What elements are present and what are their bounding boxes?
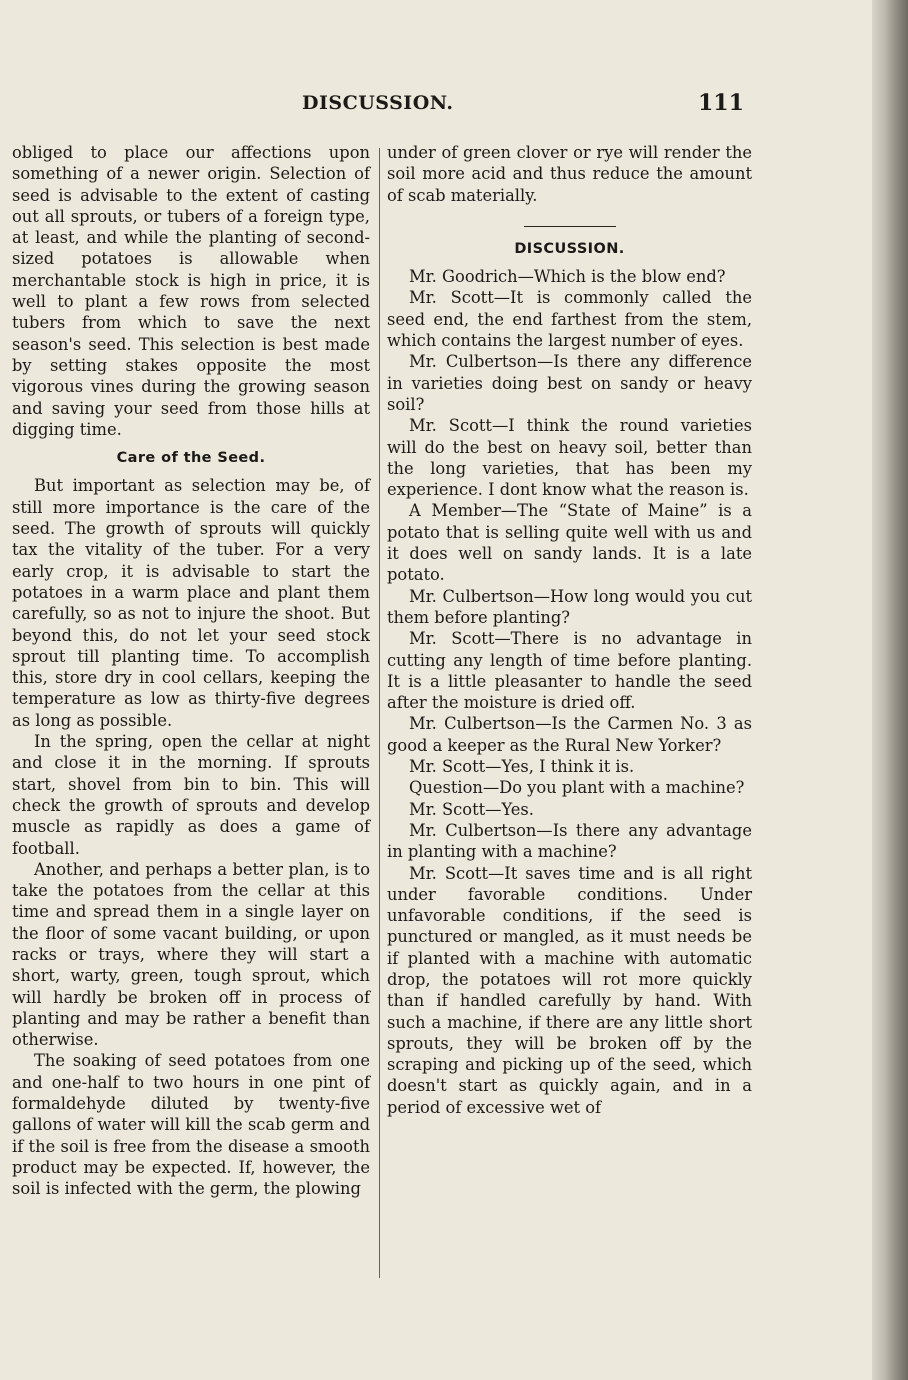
section-heading-care-of-seed: Care of the Seed.	[116, 450, 266, 467]
discussion-paragraph: Question—Do you plant with a machine?	[409, 778, 745, 798]
left-paragraph-5: The soaking of seed potatoes from one and one-half to two hours in one pint of formaldehyde diluted by twenty-five gallons of water will kill the scab germ and if the soil is free from the disease a smooth product may be expected. If, however, the soil is infected with the germ, the plowing	[12, 1051, 370, 1199]
left-paragraph-1: obliged to place our affections upon something of a newer origin. Selection of seed is advisable to the extent of casting out all sprouts, or tubers of a foreign type, at least, and while the planting of second-sized potatoes is allowable when merchantable stock is high in price, it is well to plant a few rows from selected tubers from which to save the next season's seed. This selection is best made by setting stakes opposite the most vigorous vines during the growing season and saving your seed from those hills at digging time.	[12, 143, 370, 439]
discussion-paragraph: Mr. Culbertson—How long would you cut them before planting?	[387, 586, 752, 627]
right-column	[387, 142, 752, 1118]
section-divider	[524, 226, 616, 227]
left-column	[12, 142, 370, 1200]
left-paragraph-3: In the spring, open the cellar at night and close it in the morning. If sprouts start, shovel from bin to bin. This will check the growth of sprouts and develop muscle as rapidly as does a game of football.	[12, 732, 370, 858]
section-heading-discussion: DISCUSSION.	[514, 240, 625, 257]
page-header	[0, 86, 908, 126]
discussion-paragraph: Mr. Scott—Yes.	[409, 799, 534, 819]
page-number: 111	[698, 90, 744, 116]
discussion-paragraph: A Member—The “State of Maine” is a potato that is selling quite well with us and it does well on sandy lands. It is a late potato.	[387, 501, 752, 585]
discussion-paragraph: Mr. Culbertson—Is the Carmen No. 3 as good a keeper as the Rural New Yorker?	[387, 714, 752, 755]
discussion-paragraph: Mr. Culbertson—Is there any difference in varieties doing best on sandy or heavy soil?	[387, 352, 752, 414]
discussion-paragraph: Mr. Goodrich—Which is the blow end?	[409, 267, 726, 287]
discussion-paragraph: Mr. Scott—It saves time and is all right under favorable conditions. Under unfavorable conditions, if the seed is punctured or mangled, as it must needs be if planted with a machine with automatic drop, the potatoes will rot more quickly than if handled carefully by hand. With such a machine, if there are any little short sprouts, they will be broken off by the scraping and picking up of the seed, which doesn't start as quickly again, and in a period of excessive wet of	[387, 863, 752, 1117]
discussion-paragraph: Mr. Culbertson—Is there any advantage in planting with a machine?	[387, 820, 752, 862]
right-paragraph-continuation: under of green clover or rye will render the soil more acid and thus reduce the amount of scab materially.	[387, 143, 752, 205]
running-head: DISCUSSION.	[302, 92, 454, 114]
discussion-paragraph: Mr. Scott—There is no advantage in cutting any length of time before planting. It is a little pleasanter to handle the seed after the moisture is dried off.	[387, 629, 752, 713]
column-divider	[379, 148, 380, 1278]
page-edge-shadow	[872, 0, 908, 1380]
left-paragraph-2: But important as selection may be, of still more importance is the care of the seed. The growth of sprouts will quickly tax the vitality of the tuber. For a very early crop, it is advisable to start the potatoes in a warm place and plant them carefully, so as not to injure the shoot. But beyond this, do not let your seed stock sprout till planting time. To accomplish this, store dry in cool cellars, keeping the temperature as low as thirty-five degrees as long as possible.	[12, 476, 370, 730]
left-paragraph-4: Another, and perhaps a better plan, is to take the potatoes from the cellar at this time and spread them in a single layer on the floor of some vacant building, or upon racks or trays, where they will start a short, warty, green, tough sprout, which will hardly be broken off in process of planting and may be rather a benefit than otherwise.	[12, 859, 370, 1050]
discussion-paragraph: Mr. Scott—It is commonly called the seed end, the end farthest from the stem, which contains the largest number of eyes.	[387, 288, 752, 351]
discussion-paragraph: Mr. Scott—Yes, I think it is.	[409, 757, 635, 777]
discussion-paragraph: Mr. Scott—I think the round varieties will do the best on heavy soil, better than the long varieties, that has been my experience. I dont know what the reason is.	[387, 416, 752, 500]
